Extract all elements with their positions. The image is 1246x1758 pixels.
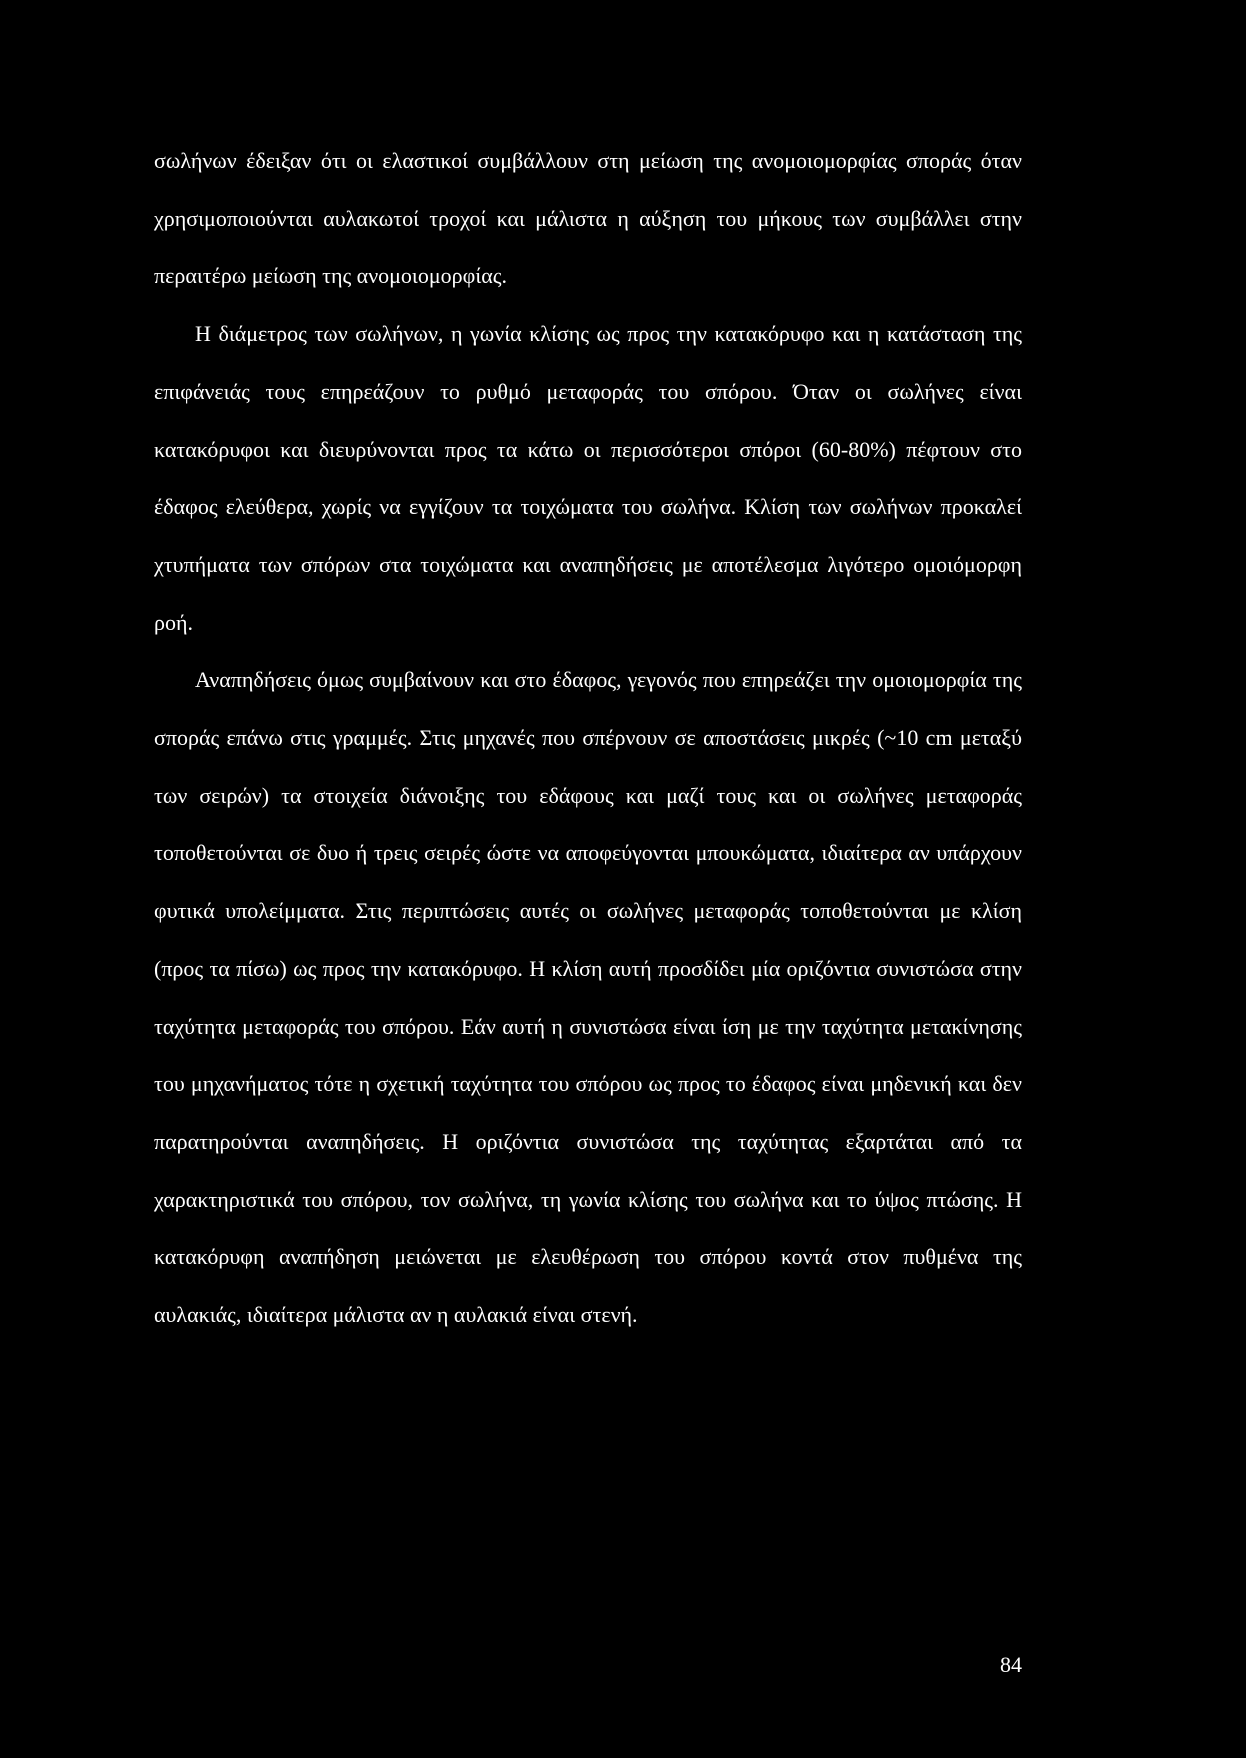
page-number: 84 [1000, 1652, 1022, 1677]
paragraph-3: Αναπηδήσεις όμως συμβαίνουν και στο έδαφος, γεγονός που επηρεάζει την ομοιομορφία της σποράς επάνω στις γραμμές. Στις μηχανές που σπέρνουν σε αποστάσεις μικρές (~10 cm μεταξύ των σειρών) τα στοιχεία διάνοιξης του εδάφους και μαζί τους και οι σωλήνες μεταφοράς τοποθετούνται σε δυο ή τρεις σειρές ώστε να αποφεύγονται μπουκώματα, ιδιαίτερα αν υπάρχουν φυτικά υπολείμματα. Στις περιπτώσεις αυτές οι σωλήνες μεταφοράς τοποθετούνται με κλίση (προς τα πίσω) ως προς την κατακόρυφο. Η κλίση αυτή προσδίδει μία οριζόντια συνιστώσα στην ταχύτητα μεταφοράς του σπόρου. Εάν αυτή η συνιστώσα είναι ίση με την ταχύτητα μετακίνησης του μηχανήματος τότε η σχετική ταχύτητα του σπόρου ως προς το έδαφος είναι μηδενική και δεν παρατηρούνται αναπηδήσεις. Η οριζόντια συνιστώσα της ταχύτητας εξαρτάται από τα χαρακτηριστικά του σπόρου, τον σωλήνα, τη γωνία κλίσης του σωλήνα και το ύψος πτώσης. Η κατακόρυφη αναπήδηση μειώνεται με ελευθέρωση του σπόρου κοντά στον πυθμένα της αυλακιάς, ιδιαίτερα μάλιστα αν η αυλακιά είναι στενή. [154, 667, 1022, 1328]
paragraph-2: Η διάμετρος των σωλήνων, η γωνία κλίσης ως προς την κατακόρυφο και η κατάσταση της επιφάνειάς τους επηρεάζουν το ρυθμό μεταφοράς του σπόρου. Όταν οι σωλήνες είναι κατακόρυφοι και διευρύνονται προς τα κάτω οι περισσότεροι σπόροι (60-80%) πέφτουν στο έδαφος ελεύθερα, χωρίς να εγγίζουν τα τοιχώματα του σωλήνα. Κλίση των σωλήνων προκαλεί χτυπήματα των σπόρων στα τοιχώματα και αναπηδήσεις με αποτέλεσμα λιγότερο ομοιόμορφη ροή. [154, 321, 1022, 635]
body-text [154, 132, 1022, 1344]
paragraph-1: σωλήνων έδειξαν ότι οι ελαστικοί συμβάλλουν στη μείωση της ανομοιομορφίας σποράς όταν χρησιμοποιούνται αυλακωτοί τροχοί και μάλιστα η αύξηση του μήκους των συμβάλλει στην περαιτέρω μείωση της ανομοιομορφίας. [154, 148, 1022, 289]
